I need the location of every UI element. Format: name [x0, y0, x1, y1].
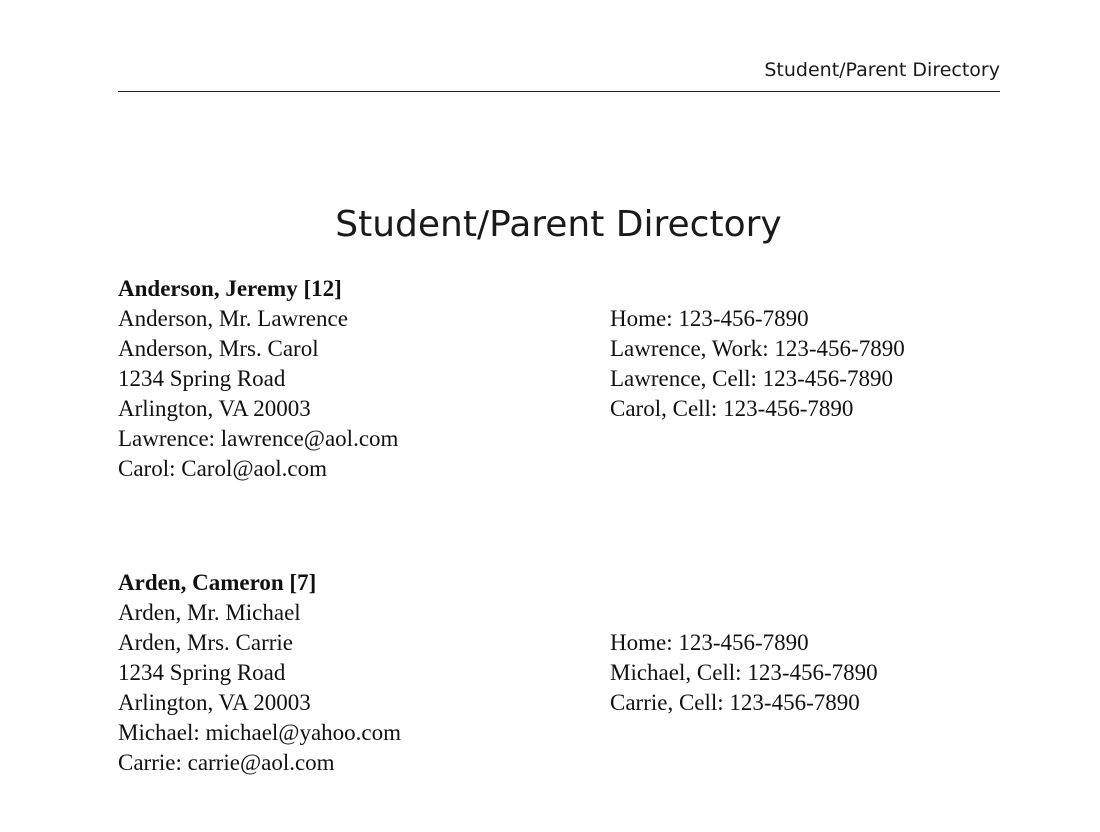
- phone-number: Home: 123-456-7890: [610, 306, 809, 331]
- parent-name: Arden, Mrs. Carrie: [118, 630, 294, 655]
- running-header-title: Student/Parent Directory: [764, 59, 1000, 81]
- phone-number: Carol, Cell: 123-456-7890: [610, 396, 854, 421]
- contact-details: [118, 304, 598, 484]
- parent-name: Anderson, Mrs. Carol: [118, 336, 319, 361]
- phone-number: Michael, Cell: 123-456-7890: [610, 660, 878, 685]
- parent-email: Carrie: carrie@aol.com: [118, 750, 335, 775]
- phone-number: Lawrence, Cell: 123-456-7890: [610, 366, 893, 391]
- directory-entry: [118, 568, 1000, 775]
- directory-entry: [118, 274, 1000, 481]
- phone-number: Lawrence, Work: 123-456-7890: [610, 336, 905, 361]
- parent-name: Anderson, Mr. Lawrence: [118, 306, 348, 331]
- running-header: [118, 58, 1000, 92]
- address-city: Arlington, VA 20003: [118, 690, 311, 715]
- phone-number: Home: 123-456-7890: [610, 630, 809, 655]
- phone-number: Carrie, Cell: 123-456-7890: [610, 690, 860, 715]
- page-title: Student/Parent Directory: [335, 204, 782, 245]
- parent-email: Lawrence: lawrence@aol.com: [118, 426, 399, 451]
- parent-email: Carol: Carol@aol.com: [118, 456, 327, 481]
- parent-email: Michael: michael@yahoo.com: [118, 720, 402, 745]
- student-name: Arden, Cameron [7]: [118, 570, 317, 595]
- contact-details: [118, 598, 598, 778]
- parent-name: Arden, Mr. Michael: [118, 600, 301, 625]
- phone-list: [610, 628, 1000, 718]
- address-street: 1234 Spring Road: [118, 660, 286, 685]
- address-street: 1234 Spring Road: [118, 366, 286, 391]
- student-name: Anderson, Jeremy [12]: [118, 276, 342, 301]
- address-city: Arlington, VA 20003: [118, 396, 311, 421]
- phone-list: [610, 304, 1000, 424]
